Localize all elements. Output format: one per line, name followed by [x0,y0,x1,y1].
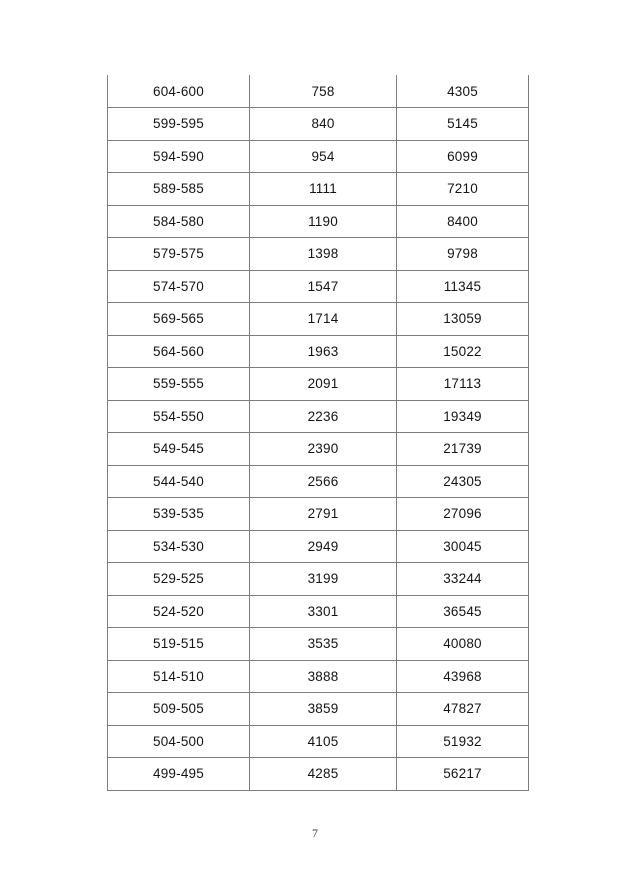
score-range-cell: 579-575 [108,238,250,271]
cumulative-count-cell: 24305 [397,465,529,498]
cumulative-count-cell: 27096 [397,498,529,531]
score-range-cell: 549-545 [108,433,250,466]
cumulative-count-cell: 30045 [397,530,529,563]
cumulative-count-cell: 36545 [397,595,529,628]
score-range-cell: 544-540 [108,465,250,498]
score-range-cell: 584-580 [108,205,250,238]
score-range-cell: 529-525 [108,563,250,596]
score-range-cell: 594-590 [108,140,250,173]
count-cell: 2236 [250,400,397,433]
table-row [108,693,529,726]
count-cell: 2949 [250,530,397,563]
table-row [108,335,529,368]
table-row [108,270,529,303]
score-range-cell: 599-595 [108,108,250,141]
cumulative-count-cell: 17113 [397,368,529,401]
count-cell: 1111 [250,173,397,206]
score-range-cell: 539-535 [108,498,250,531]
cumulative-count-cell: 4305 [397,75,529,108]
cumulative-count-cell: 5145 [397,108,529,141]
score-range-cell: 564-560 [108,335,250,368]
table-row [108,660,529,693]
score-range-cell: 559-555 [108,368,250,401]
count-cell: 3301 [250,595,397,628]
score-distribution-table [107,75,529,791]
table-row [108,563,529,596]
count-cell: 840 [250,108,397,141]
cumulative-count-cell: 13059 [397,303,529,336]
score-range-cell: 504-500 [108,725,250,758]
cumulative-count-cell: 19349 [397,400,529,433]
table-row [108,498,529,531]
score-range-cell: 509-505 [108,693,250,726]
count-cell: 758 [250,75,397,108]
score-range-cell: 499-495 [108,758,250,791]
count-cell: 1963 [250,335,397,368]
table-row [108,205,529,238]
count-cell: 954 [250,140,397,173]
cumulative-count-cell: 15022 [397,335,529,368]
count-cell: 3535 [250,628,397,661]
score-range-cell: 524-520 [108,595,250,628]
table-row [108,173,529,206]
count-cell: 2390 [250,433,397,466]
score-range-cell: 514-510 [108,660,250,693]
cumulative-count-cell: 6099 [397,140,529,173]
count-cell: 3888 [250,660,397,693]
table-row [108,465,529,498]
score-range-cell: 519-515 [108,628,250,661]
table-row [108,725,529,758]
table-row [108,433,529,466]
score-range-cell: 604-600 [108,75,250,108]
table-row [108,303,529,336]
table-row [108,400,529,433]
cumulative-count-cell: 40080 [397,628,529,661]
count-cell: 2791 [250,498,397,531]
table-row [108,75,529,108]
cumulative-count-cell: 47827 [397,693,529,726]
cumulative-count-cell: 9798 [397,238,529,271]
count-cell: 1714 [250,303,397,336]
table-row [108,595,529,628]
table-row [108,238,529,271]
table-row [108,368,529,401]
count-cell: 1190 [250,205,397,238]
cumulative-count-cell: 21739 [397,433,529,466]
count-cell: 4105 [250,725,397,758]
table-row [108,758,529,791]
count-cell: 1398 [250,238,397,271]
page-number: 7 [312,826,318,840]
table-row [108,628,529,661]
cumulative-count-cell: 8400 [397,205,529,238]
score-range-cell: 589-585 [108,173,250,206]
table-row [108,140,529,173]
cumulative-count-cell: 51932 [397,725,529,758]
score-range-cell: 534-530 [108,530,250,563]
cumulative-count-cell: 33244 [397,563,529,596]
table-row [108,108,529,141]
cumulative-count-cell: 56217 [397,758,529,791]
score-range-cell: 554-550 [108,400,250,433]
cumulative-count-cell: 7210 [397,173,529,206]
count-cell: 2091 [250,368,397,401]
cumulative-count-cell: 43968 [397,660,529,693]
score-range-cell: 574-570 [108,270,250,303]
score-range-cell: 569-565 [108,303,250,336]
cumulative-count-cell: 11345 [397,270,529,303]
count-cell: 2566 [250,465,397,498]
count-cell: 1547 [250,270,397,303]
count-cell: 3199 [250,563,397,596]
count-cell: 4285 [250,758,397,791]
count-cell: 3859 [250,693,397,726]
table-row [108,530,529,563]
table-body [108,75,529,790]
